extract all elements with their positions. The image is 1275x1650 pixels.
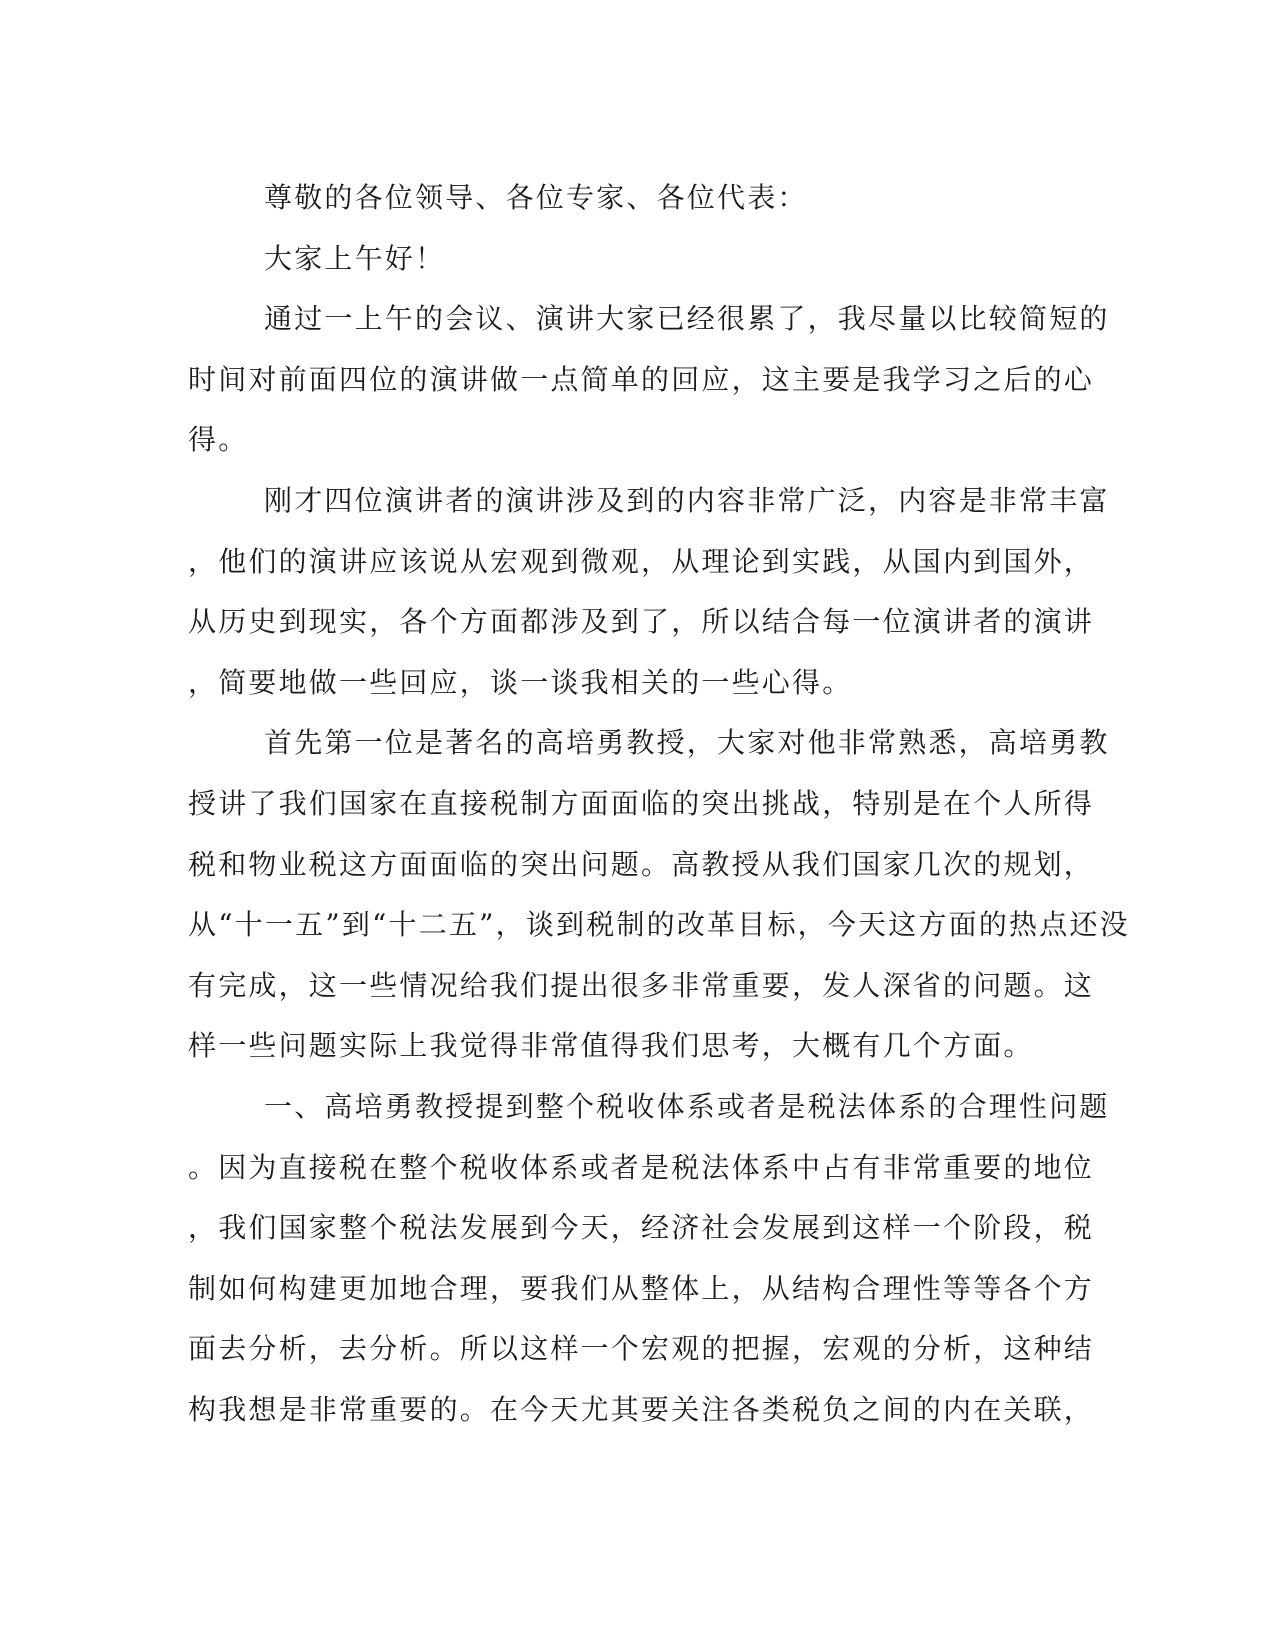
text-line: 时间对前面四位的演讲做一点简单的回应，这主要是我学习之后的心: [188, 362, 1095, 396]
salutation-line: 尊敬的各位领导、各位专家、各位代表：: [264, 181, 808, 214]
text-line: 税和物业税这方面面临的突出问题。高教授从我们国家几次的规划，: [188, 847, 1095, 881]
text-line: 首先第一位是著名的高培勇教授，大家对他非常熟悉，高培勇教: [264, 726, 1110, 760]
text-line: 有完成，这一些情况给我们提出很多非常重要，发人深省的问题。这: [188, 968, 1095, 1002]
text-line: 授讲了我们国家在直接税制方面面临的突出挑战，特别是在个人所得: [188, 786, 1095, 820]
text-line: 一、高培勇教授提到整个税收体系或者是税法体系的合理性问题: [264, 1089, 1110, 1123]
text-line: 样一些问题实际上我觉得非常值得我们思考，大概有几个方面。: [188, 1029, 1034, 1063]
text-line: 制如何构建更加地合理，要我们从整体上，从结构合理性等等各个方: [188, 1271, 1095, 1305]
text-line: ，我们国家整个税法发展到今天，经济社会发展到这样一个阶段，税: [188, 1211, 1095, 1245]
text-line: 面去分析，去分析。所以这样一个宏观的把握，宏观的分析，这种结: [188, 1332, 1095, 1366]
text-line: ，他们的演讲应该说从宏观到微观，从理论到实践，从国内到国外，: [188, 544, 1095, 578]
text-line: 刚才四位演讲者的演讲涉及到的内容非常广泛，内容是非常丰富: [264, 483, 1110, 517]
text-line: 得。: [188, 423, 249, 457]
greeting-line: 大家上午好！: [264, 241, 446, 275]
text-line: ，简要地做一些回应，谈一谈我相关的一些心得。: [188, 665, 853, 699]
text-line: 从“十一五”到“十二五”，谈到税制的改革目标，今天这方面的热点还没: [188, 908, 1130, 942]
text-line: 构我想是非常重要的。在今天尤其要关注各类税负之间的内在关联，: [188, 1392, 1095, 1426]
text-line: 。因为直接税在整个税收体系或者是税法体系中占有非常重要的地位: [188, 1150, 1095, 1184]
text-line: 通过一上午的会议、演讲大家已经很累了，我尽量以比较简短的: [264, 302, 1110, 336]
text-line: 从历史到现实，各个方面都涉及到了，所以结合每一位演讲者的演讲: [188, 605, 1095, 639]
speech-text: [188, 168, 1130, 1440]
